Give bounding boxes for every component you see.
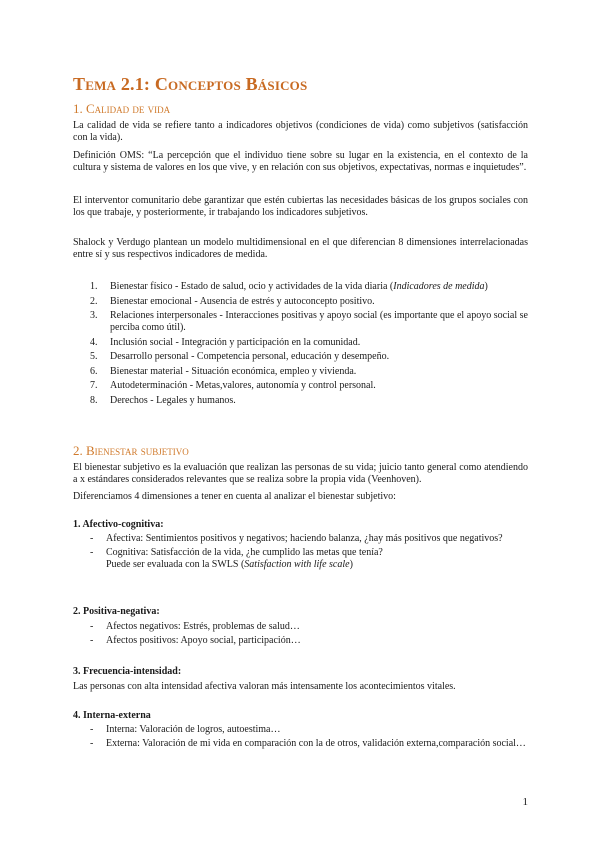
list-item: 2. Bienestar emocional - Ausencia de estrés y autoconcepto positivo. bbox=[90, 295, 375, 307]
list-item: 6. Bienestar material - Situación económica, empleo y vivienda. bbox=[90, 365, 357, 377]
paragraph-frecuencia-intensidad: Las personas con alta intensidad afectiva valoran más intensamente los acontecimientos vitales. bbox=[73, 681, 456, 692]
section-heading-calidad-de-vida: 1. Calidad de vida bbox=[73, 101, 171, 116]
paragraph-bienestar-subjetivo: El bienestar subjetivo es la evaluación que realizan las personas de su vida; juicio tanto general como atendiendo a x estándares considerados relevantes que se realiza sobre la propia vida (Veenhoven). bbox=[73, 462, 528, 486]
interna-externa-list bbox=[73, 724, 528, 751]
list-item: 7. Autodeterminación - Metas,valores, autonomía y control personal. bbox=[90, 380, 376, 392]
list-item: 1. Bienestar físico - Estado de salud, ocio y actividades de la vida diaria (Indicadores de medida) bbox=[90, 281, 488, 292]
afectivo-cognitiva-list bbox=[73, 533, 528, 573]
paragraph-definicion-oms: Definición OMS: “La percepción que el individuo tiene sobre su lugar en la existencia, en el contexto de la cultura y sistema de valores en los que vive, y en relación con sus objetivos, expectativas, normas e inquietudes”. bbox=[73, 150, 528, 174]
page-number: 1 bbox=[522, 796, 528, 808]
list-item: - Afectos negativos: Estrés, problemas de salud… bbox=[90, 621, 300, 632]
paragraph-calidad-de-vida: La calidad de vida se refiere tanto a indicadores objetivos (condiciones de vida) como subjetivos (satisfacción con la vida). bbox=[73, 120, 528, 144]
paragraph-dimensiones: Diferenciamos 4 dimensiones a tener en cuenta al analizar el bienestar subjetivo: bbox=[73, 491, 396, 502]
dimension-title-positiva-negativa: 2. Positiva-negativa: bbox=[73, 606, 160, 617]
dimension-title-afectivo-cognitiva: 1. Afectivo-cognitiva: bbox=[73, 519, 164, 530]
list-item: 8. Derechos - Legales y humanos. bbox=[90, 394, 236, 406]
list-item: - Cognitiva: Satisfacción de la vida, ¿he cumplido las metas que tenía? Puede ser evaluada con la SWLS (Satisfaction with life scale) bbox=[90, 546, 383, 570]
list-item: 4. Inclusión social - Integración y participación en la comunidad. bbox=[90, 336, 361, 348]
list-item: 3. Relaciones interpersonales - Interacciones positivas y apoyo social (es importante que el apoyo social se perciba como útil). bbox=[90, 310, 528, 334]
dimensions-list bbox=[73, 281, 528, 409]
list-item: - Externa: Valoración de mi vida en comparación con la de otros, validación externa,comparación social… bbox=[90, 737, 526, 749]
list-item: - Afectiva: Sentimientos positivos y negativos; haciendo balanza, ¿hay más positivos que negativos? bbox=[90, 533, 503, 544]
paragraph-interventor: El interventor comunitario debe garantizar que estén cubiertas las necesidades básicas de los grupos sociales con los que trabaje, y posteriormente, ir trabajando los indicadores subjetivos. bbox=[73, 195, 528, 219]
list-item: - Afectos positivos: Apoyo social, participación… bbox=[90, 634, 301, 646]
page-title: Tema 2.1: Conceptos Básicos bbox=[73, 74, 308, 94]
paragraph-shalock-verdugo: Shalock y Verdugo plantean un modelo multidimensional en el que diferencian 8 dimensiones interrelacionadas entre sí y sus respectivos indicadores de medida. bbox=[73, 237, 528, 261]
section-heading-bienestar-subjetivo: 2. Bienestar subjetivo bbox=[73, 443, 189, 458]
dimension-title-interna-externa: 4. Interna-externa bbox=[73, 710, 151, 721]
list-item: - Interna: Valoración de logros, autoestima… bbox=[90, 724, 281, 735]
list-item: 5. Desarrollo personal - Competencia personal, educación y desempeño. bbox=[90, 351, 390, 363]
dimension-title-frecuencia-intensidad: 3. Frecuencia-intensidad: bbox=[73, 666, 182, 677]
positiva-negativa-list bbox=[73, 621, 528, 648]
